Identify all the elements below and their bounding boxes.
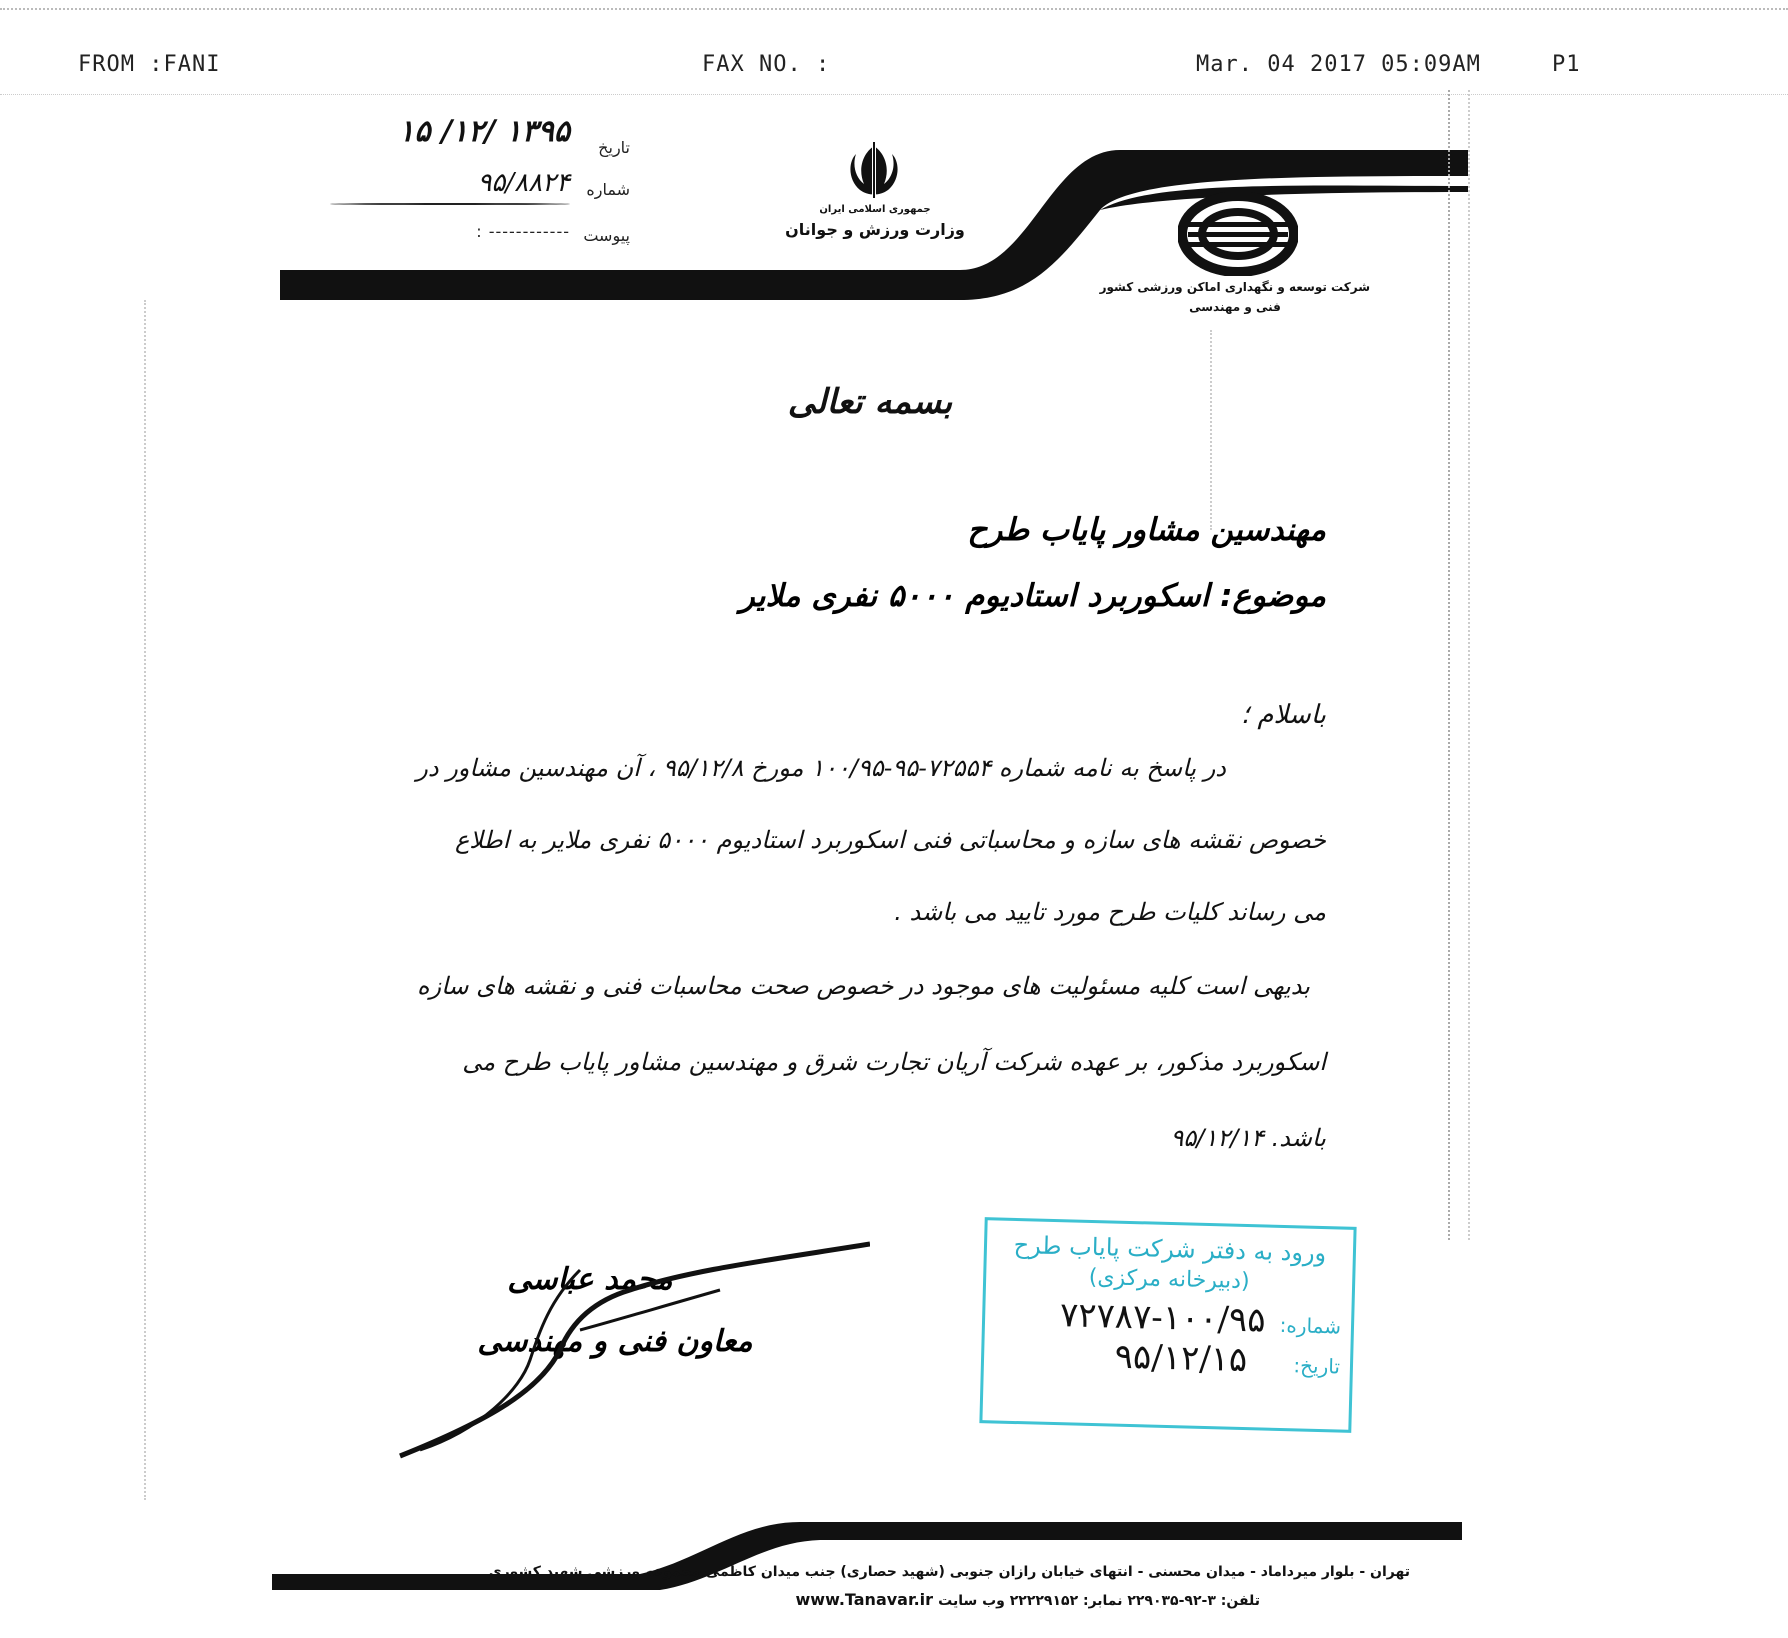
stamp-date-row xyxy=(984,1333,1351,1383)
scan-noise-right xyxy=(1448,90,1470,1240)
number-label: شماره xyxy=(586,180,630,199)
company-line1: شرکت توسعه و نگهداری اماکن ورزشی کشور xyxy=(1099,280,1370,294)
fax-timestamp: Mar. 04 2017 05:09AM xyxy=(1196,52,1481,77)
header-band xyxy=(0,140,1788,340)
footer-website[interactable]: www.Tanavar.ir xyxy=(795,1590,934,1609)
date-label: تاریخ xyxy=(598,138,630,157)
footer-contact xyxy=(600,1590,1260,1614)
fax-number: FAX NO. : xyxy=(702,52,831,77)
fax-page: P1 xyxy=(1552,52,1581,77)
signer-title: معاون فنی و مهندسی xyxy=(477,1324,753,1359)
company-block xyxy=(1100,192,1370,322)
scan-noise-mid xyxy=(1210,330,1214,530)
scan-top-line xyxy=(0,8,1788,10)
stamp-line1: ورود به دفتر شرکت پایاب طرح xyxy=(1013,1230,1327,1268)
company-logo-icon xyxy=(1178,192,1298,276)
body-line-5: اسکوربرد مذکور، بر عهده شرکت آریان تجارت شرق و مهندسین مشاور پایاب طرح می xyxy=(462,1048,1326,1076)
company-line2: فنی و مهندسی xyxy=(1189,300,1281,314)
date-value: ۱۳۹۵ /۱۲/ ۱۵ xyxy=(398,114,570,149)
attachment-value: ------------ : xyxy=(476,222,570,241)
ministry-line1: جمهوری اسلامی ایران xyxy=(819,204,931,215)
body-line-4: بدیهی است کلیه مسئولیت های موجود در خصوص صحت محاسبات فنی و نقشه های سازه xyxy=(416,972,1310,1000)
stamp-date-label: تاریخ: xyxy=(1293,1353,1341,1379)
scan-noise-left xyxy=(144,300,148,1500)
fax-from: FROM :FANI xyxy=(78,52,221,77)
stamp-date-value: ۹۵/۱۲/۱۵ xyxy=(1114,1336,1248,1381)
attachment-label: پیوست xyxy=(583,226,630,245)
signer-name: محمد عباسی xyxy=(507,1262,673,1297)
body-line-6: باشد. ۹۵/۱۲/۱۴ xyxy=(1170,1124,1326,1152)
incoming-stamp xyxy=(979,1217,1356,1433)
greeting: باسلام ؛ xyxy=(1240,700,1326,730)
recipient: مهندسین مشاور پایاب طرح xyxy=(967,512,1326,548)
invocation: بسمه تعالی xyxy=(787,382,953,422)
footer-address: تهران - بلوار میرداماد - میدان محسنی - انتهای خیابان رازان جنوبی (شهید حصاری) جنب میدان کاظمی-مجموعه ورزشی شهید کشوری xyxy=(488,1564,1410,1580)
stamp-number-value: ۱۰۰/۹۵-۷۲۷۸۷ xyxy=(1059,1295,1267,1341)
footer-band xyxy=(0,1520,1788,1600)
signature-scribble xyxy=(390,1230,870,1460)
stamp-line2: (دبیرخانه مرکزی) xyxy=(1088,1264,1250,1295)
number-value: ۹۵/۸۸۲۴ xyxy=(477,168,570,198)
body-line-3: می رساند کلیات طرح مورد تایید می باشد . xyxy=(894,898,1326,926)
stamp-number-label: شماره: xyxy=(1279,1312,1342,1339)
ministry-line2: وزارت ورزش و جوانان xyxy=(785,220,965,239)
footer-phones: تلفن: ۳-۹۲-۲۲۹۰۳۵ نمابر: ۲۲۲۲۹۱۵۲ وب سایت xyxy=(938,1593,1260,1609)
fax-divider xyxy=(0,94,1788,95)
body-line-1: در پاسخ به نامه شماره ۷۲۵۵۴-۹۵-۱۰۰/۹۵ مورخ ۹۵/۱۲/۸ ، آن مهندسین مشاور در xyxy=(416,754,1226,782)
subject: موضوع: اسکوربرد استادیوم ۵۰۰۰ نفری ملایر xyxy=(739,578,1326,614)
body-line-2: خصوص نقشه های سازه و محاسباتی فنی اسکوربرد استادیوم ۵۰۰۰ نفری ملایر به اطلاع xyxy=(454,826,1326,854)
